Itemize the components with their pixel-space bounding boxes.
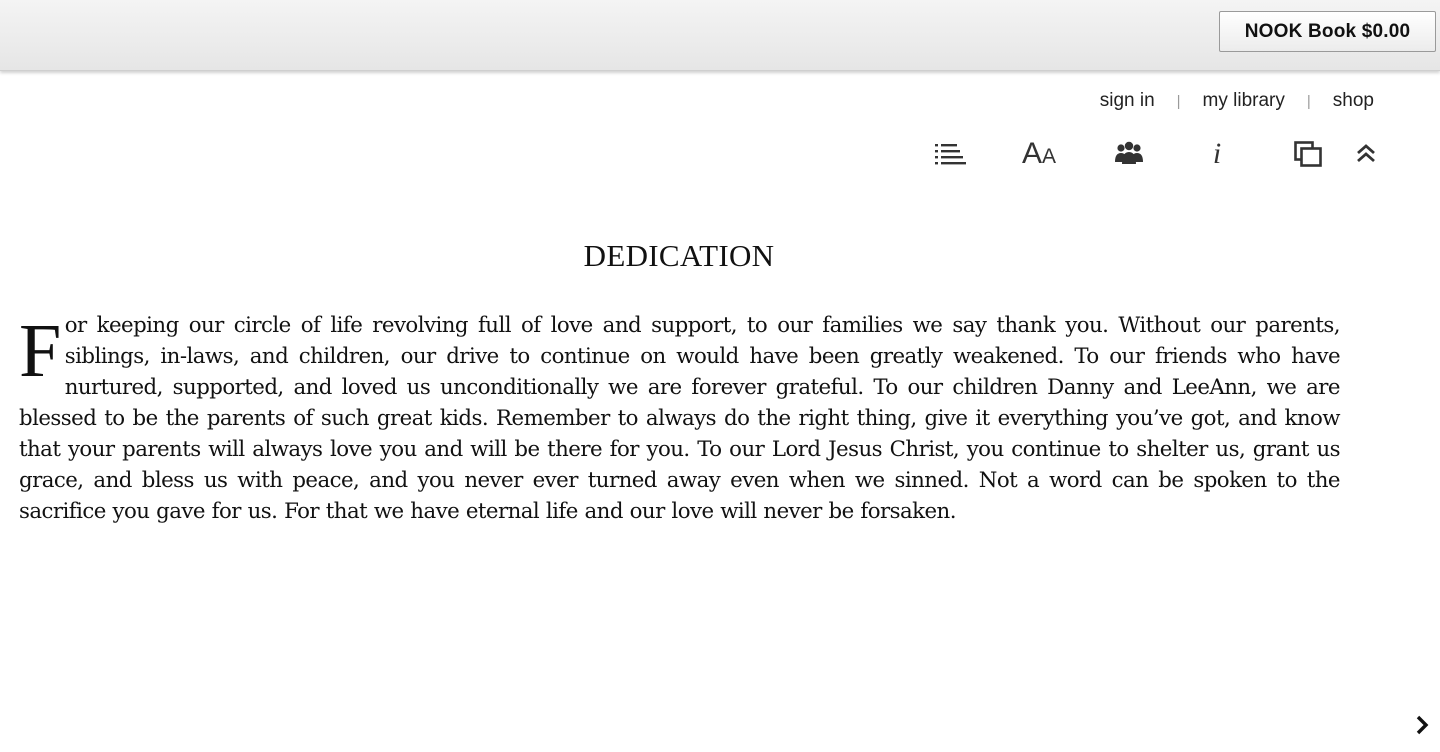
reader-toolbar <box>0 134 1440 174</box>
account-nav <box>1100 90 1374 112</box>
nook-book-price-button[interactable]: NOOK Book $0.00 <box>1219 11 1436 52</box>
social-button[interactable] <box>1110 134 1148 174</box>
sign-in-link[interactable]: sign in <box>1099 90 1155 111</box>
shop-link[interactable]: shop <box>1332 90 1374 111</box>
fullscreen-button[interactable] <box>1290 134 1326 174</box>
collapse-toolbar-button[interactable] <box>1352 134 1380 174</box>
fullscreen-icon <box>1292 139 1324 169</box>
next-page-button[interactable] <box>1410 711 1434 739</box>
nav-separator: | <box>1306 92 1311 110</box>
table-of-contents-button[interactable] <box>930 134 970 174</box>
dedication-body: or keeping our circle of life revolving full of love and support, to our families we say thank you. Without our parents, siblings, in-laws, and children, our drive to continue on would have been greatly weakened. To our friends who have nurtured, supported, and loved us unconditionally we are forever grateful. To our children Danny and LeeAnn, we are blessed to be the parents of such great kids. Remember to always do the right thing, give it everything you’ve got, and know that your parents will always love you and will be there for you. To our Lord Jesus Christ, you continue to shelter us, grant us grace, and bless us with peace, and you never ever turned away even when we sinned. Not a word can be spoken to the sacrifice you gave for us. For that we have eternal life and our love will never be forsaken. <box>19 313 1340 524</box>
book-info-button[interactable] <box>1202 134 1232 174</box>
chevron-right-icon <box>1414 714 1430 736</box>
my-library-link[interactable]: my library <box>1202 90 1285 111</box>
dedication-text <box>19 310 1340 527</box>
top-bar <box>0 0 1440 71</box>
chapter-title: DEDICATION <box>583 238 775 273</box>
font-size-icon: AA <box>1021 137 1057 170</box>
info-icon: i <box>1212 137 1222 170</box>
social-icon <box>1112 140 1146 168</box>
collapse-icon <box>1354 141 1378 167</box>
table-of-contents-icon <box>932 139 968 169</box>
font-settings-button[interactable] <box>1016 134 1062 174</box>
drop-cap: F <box>19 309 61 393</box>
nav-separator: | <box>1176 92 1181 110</box>
